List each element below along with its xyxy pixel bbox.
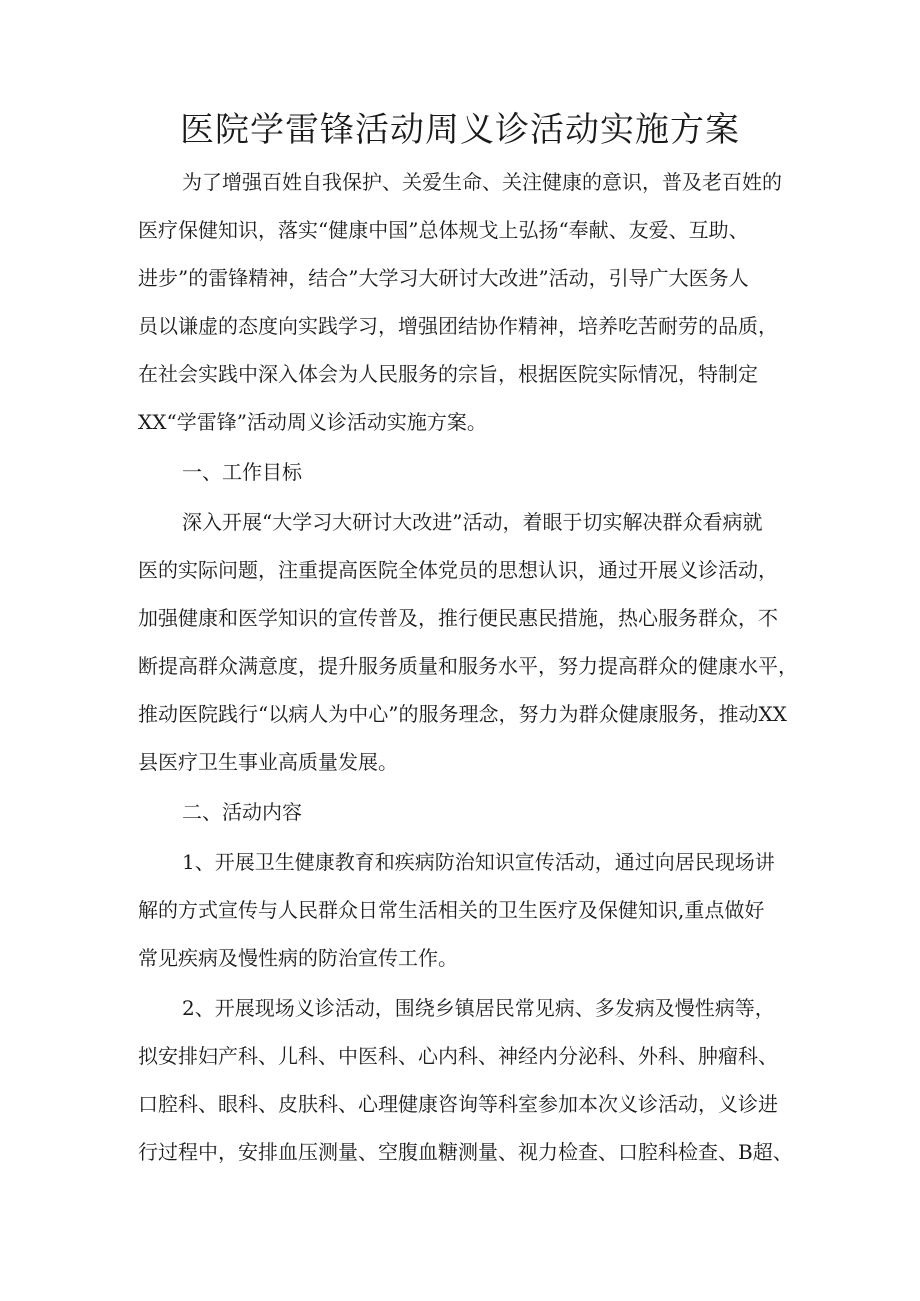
paragraph-line: 进步”的雷锋精神，结合”大学习大研讨大改进”活动，引导广大医务人 bbox=[138, 266, 749, 290]
paragraph-line: 县医疗卫生事业高质量发展。 bbox=[138, 750, 398, 774]
paragraph-line: 推动医院践行“以病人为中心”的服务理念，努力为群众健康服务，推动XX bbox=[138, 702, 787, 726]
paragraph-line: 常见疾病及慢性病的防治宣传工作。 bbox=[138, 946, 458, 970]
section-heading: 一、工作目标 bbox=[182, 460, 302, 484]
paragraph-line: 2、开展现场义诊活动，围绕乡镇居民常见病、多发病及慢性病等， bbox=[182, 996, 775, 1020]
section-heading: 二、活动内容 bbox=[182, 800, 302, 824]
paragraph-line: 员以谦虚的态度向实践学习，增强团结协作精神，培养吃苦耐劳的品质， bbox=[138, 314, 778, 338]
paragraph-line: 加强健康和医学知识的宣传普及，推行便民惠民措施，热心服务群众，不 bbox=[138, 606, 778, 630]
paragraph-line: 拟安排妇产科、儿科、中医科、心内科、神经内分泌科、外科、肿瘤科、 bbox=[138, 1044, 778, 1068]
paragraph-line: 为了增强百姓自我保护、关爱生命、关注健康的意识，普及老百姓的 bbox=[182, 170, 782, 194]
paragraph-line: 解的方式宣传与人民群众日常生活相关的卫生医疗及保健知识,重点做好 bbox=[138, 898, 765, 922]
paragraph-line: 1、开展卫生健康教育和疾病防治知识宣传活动，通过向居民现场讲 bbox=[182, 850, 775, 874]
paragraph-line: XX“学雷锋”活动周义诊活动实施方案。 bbox=[138, 410, 487, 434]
paragraph-line: 断提高群众满意度，提升服务质量和服务水平，努力提高群众的健康水平， bbox=[138, 654, 798, 678]
paragraph-line: 深入开展“大学习大研讨大改进”活动，着眼于切实解决群众看病就 bbox=[182, 510, 763, 534]
paragraph-line: 医疗保健知识，落实“健康中国”总体规戈上弘扬“奉献、友爱、互助、 bbox=[138, 218, 749, 242]
paragraph-line: 在社会实践中深入体会为人民服务的宗旨，根据医院实际情况，特制定 bbox=[138, 362, 758, 386]
paragraph-line: 行过程中，安排血压测量、空腹血糖测量、视力检查、口腔科检查、B超、 bbox=[138, 1140, 793, 1164]
paragraph-line: 医的实际问题，注重提高医院全体党员的思想认识，通过开展义诊活动， bbox=[138, 558, 778, 582]
document-title: 医院学雷锋活动周义诊活动实施方案 bbox=[180, 110, 740, 150]
paragraph-line: 口腔科、眼科、皮肤科、心理健康咨询等科室参加本次义诊活动，义诊进 bbox=[138, 1092, 778, 1116]
